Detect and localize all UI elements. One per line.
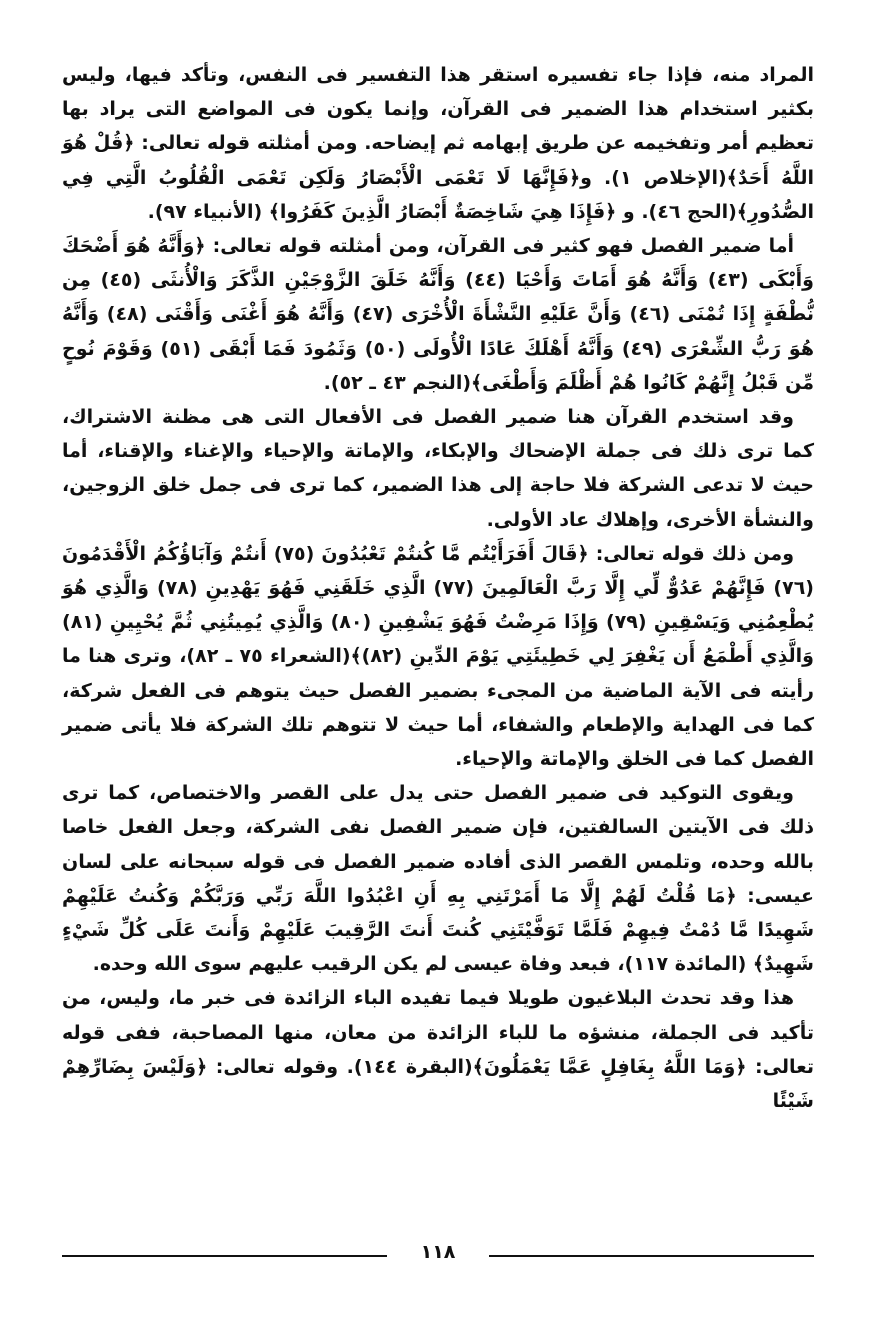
page-number: ١١٨ [420, 1241, 456, 1263]
page-body [62, 58, 814, 1118]
paragraph-4: ومن ذلك قوله تعالى: ﴿قَالَ أَفَرَأَيْتُم مَّا كُنتُمْ تَعْبُدُونَ (٧٥) أَنتُمْ وَآبَاؤُكُمُ الْأَقْدَمُونَ (٧٦) فَإِنَّهُمْ عَدُوٌّ لِّي إِلَّا رَبَّ الْعَالَمِينَ (٧٧) الَّذِي خَلَقَنِي فَهُوَ يَهْدِينِ (٧٨) وَالَّذِي هُوَ يُطْعِمُنِي وَيَسْقِينِ (٧٩) وَإِذَا مَرِضْتُ فَهُوَ يَشْفِينِ (٨٠) وَالَّذِي يُمِيتُنِي ثُمَّ يُحْيِينِ (٨١) وَالَّذِي أَطْمَعُ أَن يَغْفِرَ لِي خَطِيئَتِي يَوْمَ الدِّينِ (٨٢)﴾(الشعراء ٧٥ ـ ٨٢)، وترى هنا ما رأيته فى الآية الماضية من المجىء بضمير الفصل حيث يتوهم فى الفعل شركة، كما فى الهداية والإطعام والشفاء، أما حيث لا تتوهم تلك الشركة فلا يأتى ضمير الفصل كما فى الخلق والإماتة والإحياء. [62, 542, 814, 771]
paragraph-5: ويقوى التوكيد فى ضمير الفصل حتى يدل على القصر والاختصاص، كما ترى ذلك فى الآيتين السالفتين، فإن ضمير الفصل نفى الشركة، وجعل الفعل خاصا بالله وحده، وتلمس القصر الذى أفاده ضمير الفصل فى قوله سبحانه على لسان عيسى: ﴿مَا قُلْتُ لَهُمْ إِلَّا مَا أَمَرْتَنِي بِهِ أَنِ اعْبُدُوا اللَّهَ رَبِّي وَرَبَّكُمْ وَكُنتُ عَلَيْهِمْ شَهِيدًا مَّا دُمْتُ فِيهِمْ فَلَمَّا تَوَفَّيْتَنِي كُنتَ أَنتَ الرَّقِيبَ عَلَيْهِمْ وَأَنتَ عَلَى كُلِّ شَيْءٍ شَهِيدٌ﴾ (المائدة ١١٧)، فبعد وفاة عيسى لم يكن الرقيب عليهم سوى الله وحده. [62, 782, 814, 976]
footer-rule-right [489, 1255, 814, 1257]
footer-rule-left [62, 1255, 387, 1257]
paragraph-6: هذا وقد تحدث البلاغيون طويلا فيما تفيده الباء الزائدة فى خبر ما، وليس، من تأكيد فى الجملة، منشؤه ما للباء الزائدة من معان، منها المصاحبة، ففى قوله تعالى: ﴿وَمَا اللَّهُ بِغَافِلٍ عَمَّا يَعْمَلُونَ﴾(البقرة ١٤٤). وقوله تعالى: ﴿وَلَيْسَ بِضَارِّهِمْ شَيْئًا [62, 987, 814, 1113]
paragraph-1: المراد منه، فإذا جاء تفسيره استقر هذا التفسير فى النفس، وتأكد فيها، وليس بكثير استخدام هذا الضمير فى القرآن، وإنما يكون فى المواضع التى يراد بها تعظيم أمر وتفخيمه عن طريق إبهامه ثم إيضاحه. ومن أمثلته قوله تعالى: ﴿قُلْ هُوَ اللَّهُ أَحَدٌ﴾(الإخلاص ١). و﴿فَإِنَّهَا لَا تَعْمَى الْأَبْصَارُ وَلَكِن تَعْمَى الْقُلُوبُ الَّتِي فِي الصُّدُورِ﴾(الحج ٤٦). و ﴿فَإِذَا هِيَ شَاخِصَةٌ أَبْصَارُ الَّذِينَ كَفَرُوا﴾ (الأنبياء ٩٧). [62, 64, 814, 223]
paragraph-3: وقد استخدم القرآن هنا ضمير الفصل فى الأفعال التى هى مظنة الاشتراك، كما ترى ذلك فى جملة الإضحاك والإبكاء، والإماتة والإحياء والإغناء والإقناء، أما حيث لا تدعى الشركة فلا حاجة إلى هذا الضمير، كما ترى فى جمل خلق الزوجين، والنشأة الأخرى، وإهلاك عاد الأولى. [62, 406, 814, 531]
page-footer [62, 1241, 814, 1265]
paragraph-2: أما ضمير الفصل فهو كثير فى القرآن، ومن أمثلته قوله تعالى: ﴿وَأَنَّهُ هُوَ أَضْحَكَ وَأَبْكَى (٤٣) وَأَنَّهُ هُوَ أَمَاتَ وَأَحْيَا (٤٤) وَأَنَّهُ خَلَقَ الزَّوْجَيْنِ الذَّكَرَ وَالْأُنثَى (٤٥) مِن نُّطْفَةٍ إِذَا تُمْنَى (٤٦) وَأَنَّ عَلَيْهِ النَّشْأَةَ الْأُخْرَى (٤٧) وَأَنَّهُ هُوَ أَغْنَى وَأَقْنَى (٤٨) وَأَنَّهُ هُوَ رَبُّ الشِّعْرَى (٤٩) وَأَنَّهُ أَهْلَكَ عَادًا الْأُولَى (٥٠) وَثَمُودَ فَمَا أَبْقَى (٥١) وَقَوْمَ نُوحٍ مِّن قَبْلُ إِنَّهُمْ كَانُوا هُمْ أَظْلَمَ وَأَطْغَى﴾(النجم ٤٣ ـ ٥٢). [62, 235, 815, 394]
